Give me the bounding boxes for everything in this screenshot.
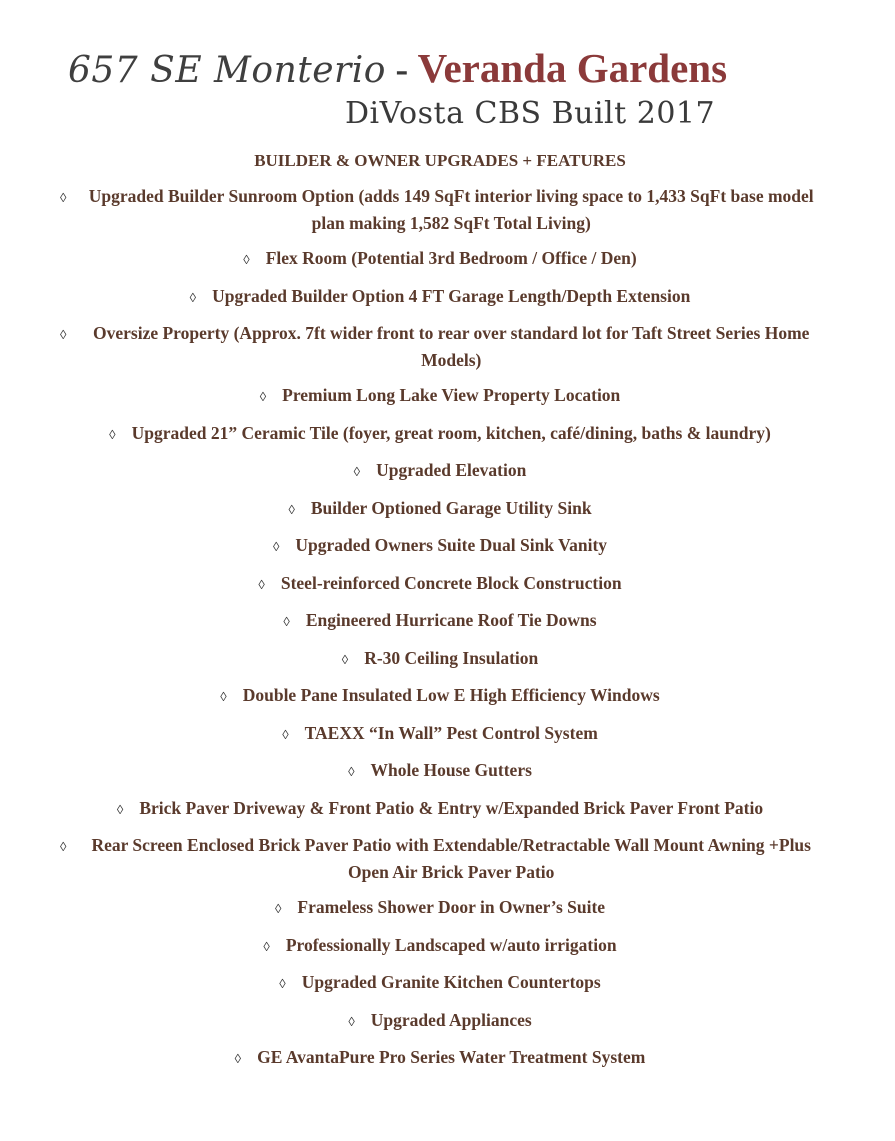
diamond-bullet-icon: ◊ [60,327,67,342]
feature-text: Engineered Hurricane Roof Tie Downs [305,610,597,630]
feature-item [60,495,820,524]
feature-item [60,320,820,373]
features-list [60,183,820,1082]
feature-item [60,932,820,961]
diamond-bullet-icon: ◊ [109,426,116,442]
feature-item [60,420,820,449]
diamond-bullet-icon: ◊ [234,1051,242,1066]
feature-item [60,245,820,274]
diamond-bullet-icon: ◊ [258,576,265,592]
feature-text: Upgraded Builder Sunroom Option (adds 149 SqFt interior living space to 1,433 SqFt base model plan making 1,582 SqFt Total Living) [88,186,814,233]
page-title [68,44,727,92]
feature-text: Upgraded Appliances [370,1009,532,1030]
feature-text: Upgraded Granite Kitchen Countertops [301,972,601,992]
diamond-bullet-icon: ◊ [60,190,67,205]
feature-text: Whole House Gutters [370,760,532,780]
feature-item [60,1007,820,1036]
feature-item [60,532,820,561]
diamond-bullet-icon: ◊ [353,464,361,479]
feature-item [60,183,820,236]
diamond-bullet-icon: ◊ [116,801,124,817]
feature-item [60,832,820,885]
builder-subtitle: DiVosta CBS Built 2017 [345,96,716,131]
diamond-bullet-icon: ◊ [60,839,67,854]
feature-item [60,757,820,786]
diamond-bullet-icon: ◊ [341,651,349,667]
diamond-bullet-icon: ◊ [274,901,282,916]
feature-item [60,682,820,711]
diamond-bullet-icon: ◊ [348,764,355,779]
feature-text: Oversize Property (Approx. 7ft wider front to rear over standard lot for Taft Street Series Home Models) [93,323,810,370]
feature-text: Flex Room (Potential 3rd Bedroom / Office / Den) [265,248,637,268]
feature-text: Steel-reinforced Concrete Block Construction [280,572,622,593]
diamond-bullet-icon: ◊ [279,976,286,991]
feature-item [60,382,820,411]
feature-text: Upgraded Builder Option 4 FT Garage Length/Depth Extension [212,285,691,306]
diamond-bullet-icon: ◊ [259,389,267,404]
feature-text: R-30 Ceiling Insulation [364,647,539,668]
feature-text: Builder Optioned Garage Utility Sink [310,497,592,518]
diamond-bullet-icon: ◊ [272,539,280,554]
feature-text: Upgraded Elevation [376,460,527,480]
diamond-bullet-icon: ◊ [263,938,270,954]
feature-text: Brick Paver Driveway & Front Patio & Entry w/Expanded Brick Paver Front Patio [139,797,764,818]
feature-text: Upgraded Owners Suite Dual Sink Vanity [295,535,608,555]
feature-text: Professionally Landscaped w/auto irrigation [285,934,617,955]
diamond-bullet-icon: ◊ [189,289,197,305]
community-name: Veranda Gardens [417,45,728,91]
feature-item [60,283,820,312]
feature-item [60,969,820,998]
diamond-bullet-icon: ◊ [243,252,250,267]
diamond-bullet-icon: ◊ [348,1013,355,1029]
diamond-bullet-icon: ◊ [288,501,295,517]
property-address: 657 SE Monterio [68,50,386,91]
feature-item [60,645,820,674]
diamond-bullet-icon: ◊ [282,726,289,742]
feature-text: Upgraded 21” Ceramic Tile (foyer, great room, kitchen, café/dining, baths & laundry) [131,422,771,443]
feature-item [60,607,820,636]
feature-item [60,795,820,824]
section-heading: BUILDER & OWNER UPGRADES + FEATURES [254,151,626,170]
title-separator: - [385,49,418,91]
diamond-bullet-icon: ◊ [220,689,227,704]
feature-text: TAEXX “In Wall” Pest Control System [304,722,598,743]
diamond-bullet-icon: ◊ [283,614,290,629]
feature-text: Frameless Shower Door in Owner’s Suite [297,897,606,917]
feature-text: Double Pane Insulated Low E High Efficiency Windows [242,685,660,705]
feature-item [60,894,820,923]
feature-text: Rear Screen Enclosed Brick Paver Patio with Extendable/Retractable Wall Mount Awning +Plus Open Air Brick Paver Patio [91,835,811,882]
feature-text: GE AvantaPure Pro Series Water Treatment System [257,1047,646,1067]
feature-text: Premium Long Lake View Property Location [282,385,621,405]
feature-item [60,457,820,486]
feature-item [60,570,820,599]
feature-item [60,1044,820,1073]
feature-item [60,720,820,749]
